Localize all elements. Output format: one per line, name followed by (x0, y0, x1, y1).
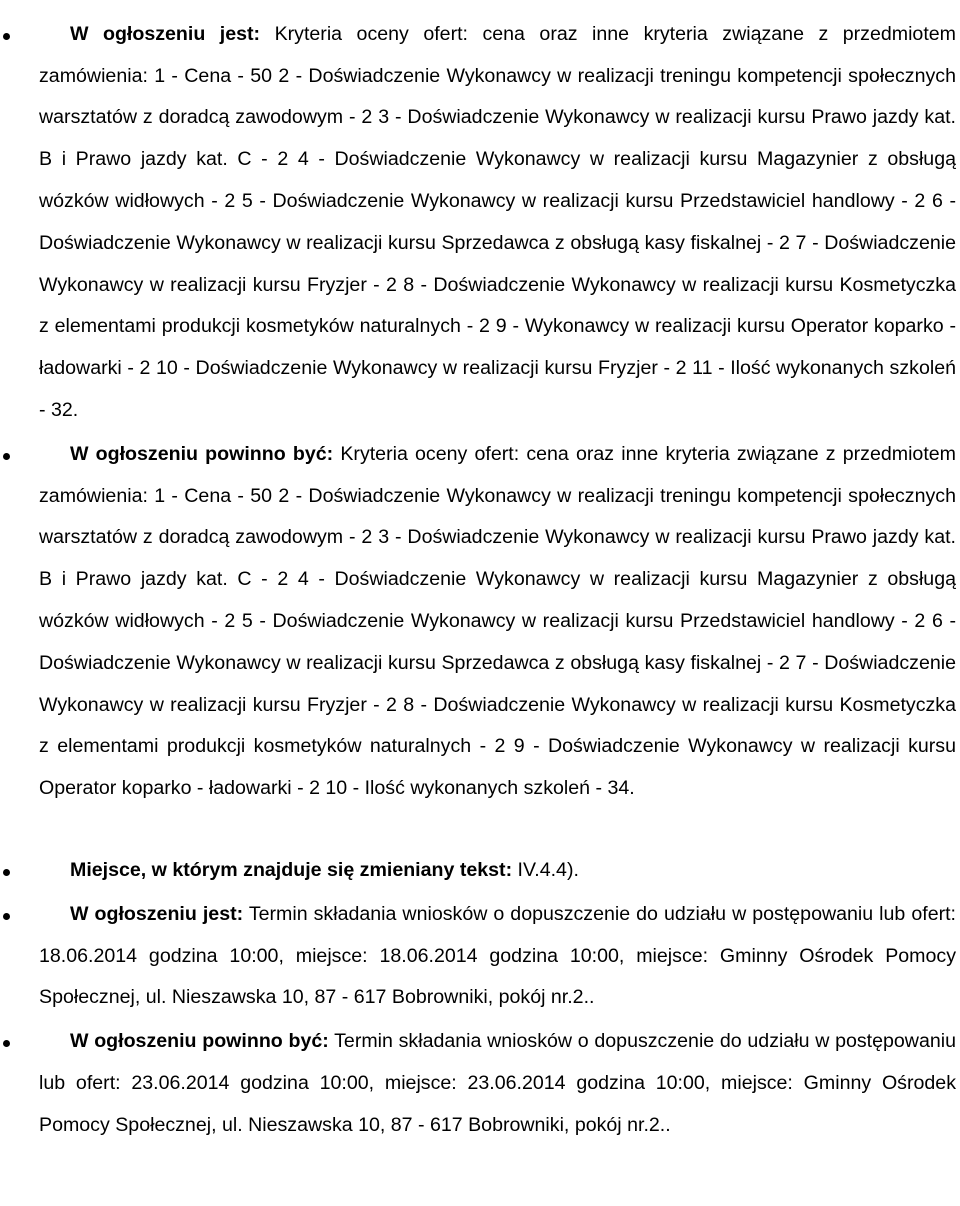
bullet-icon (3, 33, 10, 40)
list-item (0, 0, 960, 12)
bullet-icon (3, 453, 10, 460)
item-text: Termin składania wniosków o dopuszczenie do udziału w postępowaniu lub ofert: 18.06.2014 godzina 10:00, miejsce: 18.06.2014 godzina 10:00, miejsce: Gminny Ośrodek Pomocy Społecznej, ul. Nieszawska 10, 87 - 617 Bobrowniki, pokój nr.2.. (39, 902, 957, 1009)
list-item (0, 1021, 960, 1146)
bullet-icon (3, 913, 10, 920)
list-item (0, 434, 960, 810)
item-label (70, 0, 512, 1)
item-label: W ogłoszeniu powinno być: (70, 442, 334, 465)
item-text: Kryteria oceny ofert: cena oraz inne kryteria związane z przedmiotem zamówienia: 1 - Cena - 50 2 - Doświadczenie Wykonawcy w realizacji treningu kompetencji społecznych warsztatów z doradcą zawodowym - 2 3 - Doświadczenie Wykonawcy w realizacji kursu Prawo jazdy kat. B i Prawo jazdy kat. C - 2 4 - Doświadczenie Wykonawcy w realizacji kursu Magazynier z obsługą wózków widłowych - 2 5 - Doświadczenie Wykonawcy w realizacji kursu Przedstawiciel handlowy - 2 6 - Doświadczenie Wykonawcy w realizacji kursu Sprzedawca z obsługą kasy fiskalnej - 2 7 - Doświadczenie Wykonawcy w realizacji kursu Fryzjer - 2 8 - Doświadczenie Wykonawcy w realizacji kursu Kosmetyczka z elementami produkcji kosmetyków naturalnych - 2 9 - Doświadczenie Wykonawcy w realizacji kursu Operator koparko - ładowarki - 2 10 - Ilość wykonanych szkoleń - 34. (39, 442, 956, 800)
item-label: W ogłoszeniu jest: (70, 22, 261, 45)
item-text: Kryteria oceny ofert: cena oraz inne kryteria związane z przedmiotem zamówienia: 1 - Cena - 50 2 - Doświadczenie Wykonawcy w realizacji treningu kompetencji społecznych warsztatów z doradcą zawodowym - 2 3 - Doświadczenie Wykonawcy w realizacji kursu Prawo jazdy kat. B i Prawo jazdy kat. C - 2 4 - Doświadczenie Wykonawcy w realizacji kursu Magazynier z obsługą wózków widłowych - 2 5 - Doświadczenie Wykonawcy w realizacji kursu Przedstawiciel handlowy - 2 6 - Doświadczenie Wykonawcy w realizacji kursu Sprzedawca z obsługą kasy fiskalnej - 2 7 - Doświadczenie Wykonawcy w realizacji kursu Fryzjer - 2 8 - Doświadczenie Wykonawcy w realizacji kursu Kosmetyczka z elementami produkcji kosmetyków naturalnych - 2 9 - Wykonawcy w realizacji kursu Operator koparko - ładowarki - 2 10 - Doświadczenie Wykonawcy w realizacji kursu Fryzjer - 2 11 - Ilość wykonanych szkoleń - 32. (39, 22, 956, 421)
list-item (0, 894, 960, 1019)
item-label: W ogłoszeniu jest: (70, 902, 244, 925)
item-label: Miejsce, w którym znajduje się zmieniany tekst: (70, 858, 513, 881)
list-item (0, 14, 960, 432)
item-text: Termin składania wniosków o dopuszczenie do udziału w postępowaniu lub ofert: 23.06.2014 godzina 10:00, miejsce: 23.06.2014 godzina 10:00, miejsce: Gminny Ośrodek Pomocy Społecznej, ul. Nieszawska 10, 87 - 617 Bobrowniki, pokój nr.2.. (39, 1030, 956, 1136)
item-label: W ogłoszeniu powinno być: (70, 1030, 329, 1053)
item-text (512, 0, 579, 1)
bullet-icon (3, 1040, 10, 1047)
list-item (0, 850, 960, 892)
bullet-icon (3, 869, 10, 876)
item-text: IV.4.4). (512, 858, 579, 881)
